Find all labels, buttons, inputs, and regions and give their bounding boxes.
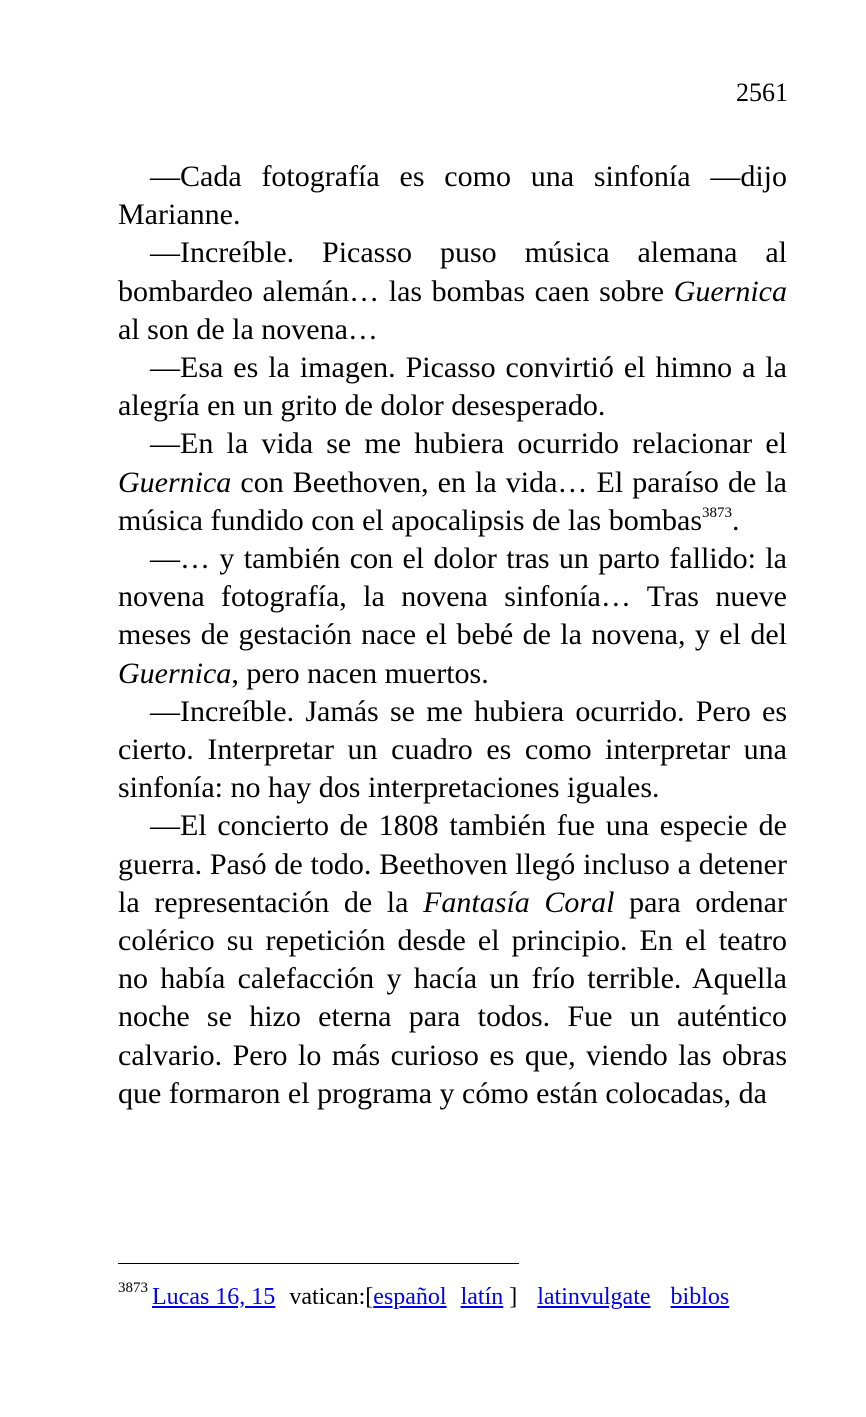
paragraph-3: —Esa es la imagen. Picasso convirtió el himno a la alegría en un grito de dolor desesperado.: [118, 351, 787, 423]
paragraph-7-text-a: —El concierto de 1808 también fue una especie de guerra. Pasó de todo. Beethoven llegó incluso a detener la representación de la: [118, 809, 787, 919]
paragraph-2-text-b: al son de la novena…: [118, 312, 378, 346]
paragraph-4: [118, 425, 787, 540]
paragraph-4-text-a: —En la vida se me hubiera ocurrido relacionar el: [150, 427, 787, 461]
footnote-number: 3873: [118, 1280, 148, 1296]
footnote-ref-link[interactable]: Lucas 16, 15: [152, 1284, 276, 1310]
page-number: 2561: [736, 78, 788, 107]
paragraph-7-text-b: para ordenar colérico su repetición desde el principio. En el teatro no había calefacción y hacía un frío terrible. Aquella noche se hizo eterna para todos. Fue un auténtico calvario. Pero lo más curioso es que, viendo las obras que formaron el programa y cómo están colocadas, da: [118, 885, 787, 1110]
paragraph-7: [118, 807, 787, 1113]
footnote-reference[interactable]: 3873: [702, 504, 733, 521]
espanol-link[interactable]: español: [373, 1284, 447, 1310]
paragraph-4-text-b: con Beethoven, en la vida… El paraíso de la música fundido con el apocalipsis de las bombas: [118, 465, 787, 537]
footnote: [118, 1280, 729, 1311]
latinvulgate-link[interactable]: latinvulgate: [537, 1284, 651, 1310]
footnote-divider: [118, 1263, 519, 1264]
paragraph-5-text-a: —… y también con el dolor tras un parto fallido: la novena fotografía, la novena sinfonía… Tras nueve meses de gestación nace el bebé de la novena, y el del: [118, 542, 787, 652]
vatican-label: vatican:[: [289, 1284, 374, 1310]
body-text: [118, 158, 787, 1113]
paragraph-5-italic: Guernica: [118, 656, 232, 690]
paragraph-4-text-c: .: [732, 503, 740, 537]
paragraph-5-text-b: , pero nacen muertos.: [231, 656, 489, 690]
latin-link[interactable]: latín: [460, 1284, 504, 1310]
vatican-close: ]: [509, 1284, 518, 1310]
biblos-link[interactable]: biblos: [670, 1284, 730, 1310]
paragraph-2-text-a: —Increíble. Picasso puso música alemana al bombardeo alemán… las bombas caen sobre: [118, 236, 787, 308]
paragraph-1: —Cada fotografía es como una sinfonía —dijo Marianne.: [118, 160, 787, 232]
paragraph-7-italic: Fantasía Coral: [423, 885, 615, 919]
paragraph-2-italic: Guernica: [673, 274, 787, 308]
paragraph-4-italic: Guernica: [118, 465, 232, 499]
paragraph-5: [118, 540, 787, 693]
paragraph-6: —Increíble. Jamás se me hubiera ocurrido. Pero es cierto. Interpretar un cuadro es como interpretar una sinfonía: no hay dos interpretaciones iguales.: [118, 694, 787, 805]
paragraph-2: [118, 234, 787, 349]
